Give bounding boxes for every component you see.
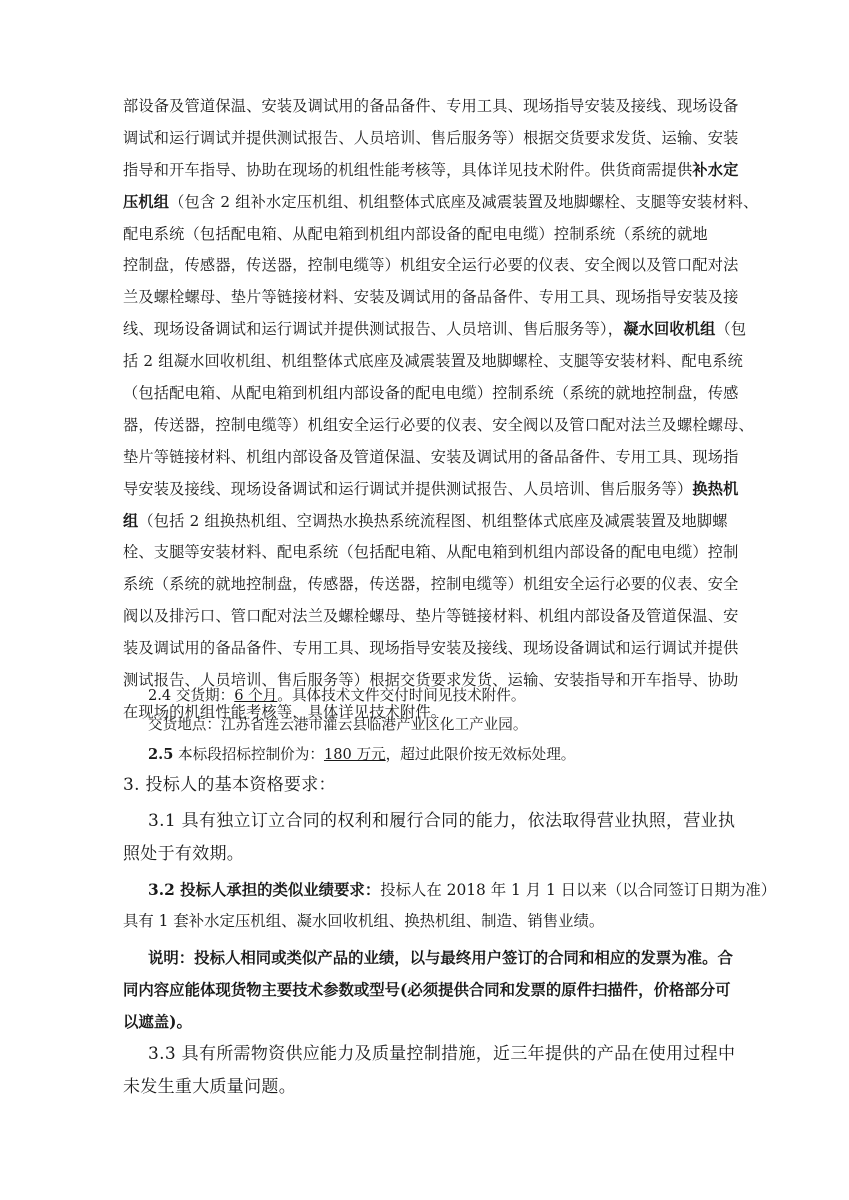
text-line: 配电系统（包括配电箱、从配电箱到机组内部设备的配电电缆）控制系统（系统的就地	[123, 224, 708, 243]
text-line: 器，传送器，控制电缆等）机组安全运行必要的仪表、安全阀以及管口配对法兰及螺栓螺母、	[123, 415, 754, 434]
text-line: 部设备及管道保温、安装及调试用的备品备件、专用工具、现场指导安装及接线、现场设备	[123, 97, 739, 115]
requirement-3-3: 3.3 具有所需物资供应能力及质量控制措施，近三年提供的产品在使用过程中	[148, 1044, 736, 1064]
text-line: 兰及螺栓螺母、垫片等链接材料、安装及调试用的备品备件、专用工具、现场指导安装及接	[123, 288, 739, 307]
requirement-3-2-cont: 具有 1 套补水定压机组、凝水回收机组、换热机组、制造、销售业绩。	[123, 912, 605, 930]
bold-term: 换热机	[692, 479, 739, 498]
bold-term: 凝水回收机组	[623, 320, 716, 339]
delivery-period-value: 6 个月	[234, 687, 278, 704]
text-line: 组（包括 2 组换热机组、空调热水换热系统流程图、机组整体式底座及减震装置及地脚螺	[123, 511, 728, 530]
requirement-3-1: 3.1 具有独立订立合同的权利和履行合同的能力，依法取得营业执照，营业执	[148, 811, 736, 831]
delivery-location: 交货地点：江苏省连云港市灌云县临港产业区化工产业园。	[148, 716, 528, 733]
text-line: 调试和运行调试并提供测试报告、人员培训、售后服务等）根据交货要求发货、运输、安装	[123, 128, 739, 147]
text-line: 装及调试用的备品备件、专用工具、现场指导安装及接线、现场设备调试和运行调试并提供	[123, 639, 739, 658]
text-line: 线、现场设备调试和运行调试并提供测试报告、人员培训、售后服务等），凝水回收机组（包	[123, 320, 747, 339]
requirement-3-3-cont: 未发生重大质量问题。	[123, 1077, 296, 1097]
main-paragraph	[123, 91, 759, 729]
delivery-period: 2.4 交货期：6 个月。具体技术文件交付时间见技术附件。	[148, 687, 526, 704]
text-line: 控制盘，传感器，传送器，控制电缆等）机组安全运行必要的仪表、安全阀以及管口配对法	[123, 256, 739, 275]
text-line: 导安装及接线、现场设备调试和运行调试并提供测试报告、人员培训、售后服务等）换热机	[123, 479, 739, 498]
text-line: 测试报告、人员培训、售后服务等）根据交货要求发货、运输、安装指导和开车指导、协助	[123, 671, 739, 690]
text-line: 压机组（包含 2 组补水定压机组、机组整体式底座及减震装置及地脚螺栓、支腿等安装材料、	[123, 192, 759, 211]
text-line: 指导和开车指导、协助在现场的机组性能考核等，具体详见技术附件。供货商需提供补水定	[123, 160, 739, 179]
performance-requirement-label: 投标人承担的类似业绩要求：	[174, 881, 381, 899]
requirement-3-1-cont: 照处于有效期。	[123, 844, 245, 864]
text-line: 垫片等链接材料、机组内部设备及管道保温、安装及调试用的备品备件、专用工具、现场指	[123, 447, 739, 466]
control-price-value: 180 万元	[323, 746, 386, 763]
section-heading: 3. 投标人的基本资格要求：	[123, 775, 336, 795]
requirement-3-2: 3.2 投标人承担的类似业绩要求：投标人在 2018 年 1 月 1 日以来（以合同签订日期为准）	[148, 881, 777, 899]
text-line: 系统（系统的就地控制盘，传感器，传送器，控制电缆等）机组安全运行必要的仪表、安全	[123, 575, 739, 594]
text-line: （包括配电箱、从配电箱到机组内部设备的配电电缆）控制系统（系统的就地控制盘，传感	[123, 384, 739, 403]
note-line: 同内容应能体现货物主要技术参数或型号(必须提供合同和发票的原件扫描件，价格部分可	[123, 981, 731, 999]
control-price: 2.5 本标段招标控制价为：180 万元，超过此限价按无效标处理。	[148, 746, 576, 763]
text-line: 阀以及排污口、管口配对法兰及螺栓螺母、垫片等链接材料、机组内部设备及管道保温、安	[123, 607, 739, 626]
text-line: 括 2 组凝水回收机组、机组整体式底座及减震装置及地脚螺栓、支腿等安装材料、配电系统	[123, 352, 744, 371]
text-line: 在现场的机组性能考核等，具体详见技术附件。	[123, 702, 447, 721]
note-line: 以遮盖)。	[123, 1013, 192, 1031]
note-line: 说明：投标人相同或类似产品的业绩，以与最终用户签订的合同和相应的发票为准。合	[148, 949, 733, 967]
text-line: 栓、支腿等安装材料、配电系统（包括配电箱、从配电箱到机组内部设备的配电电缆）控制	[123, 543, 739, 562]
bold-term: 补水定	[692, 160, 739, 179]
